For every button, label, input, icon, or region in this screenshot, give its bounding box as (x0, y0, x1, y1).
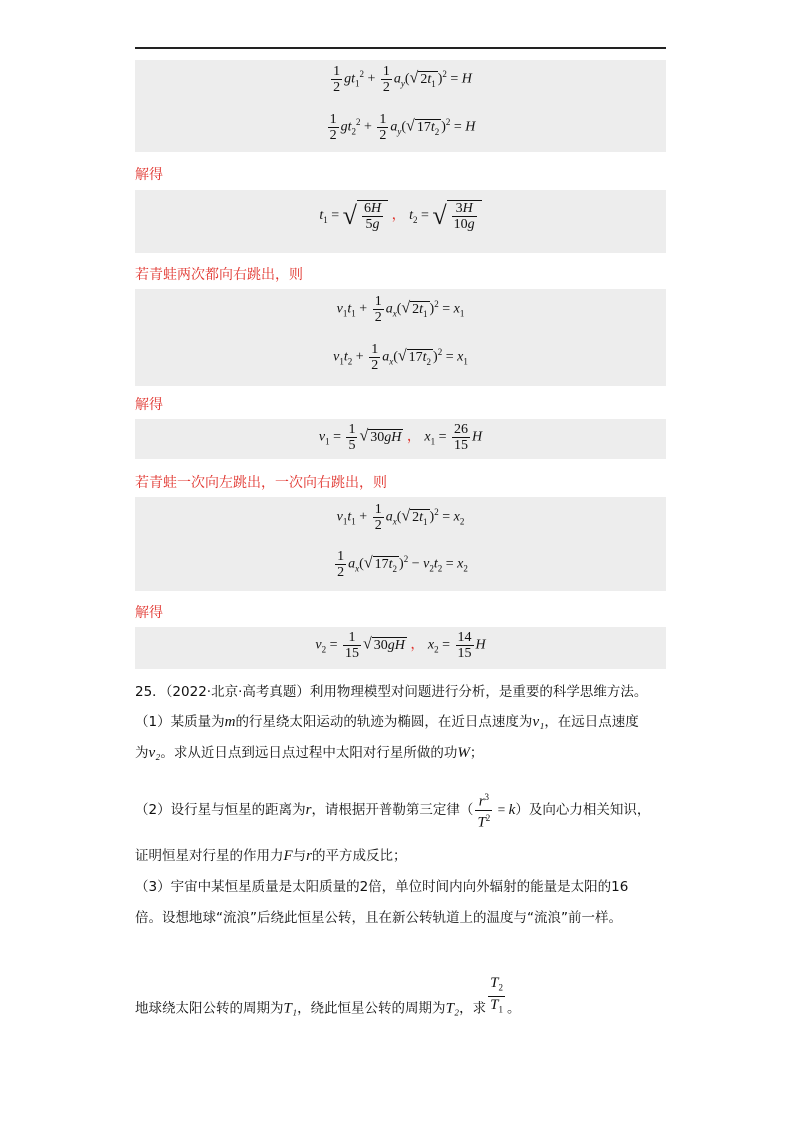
part3-text-c: ，求 (459, 1000, 487, 1017)
part1-m: m (224, 714, 236, 730)
part1-end: ； (469, 745, 484, 761)
equation-box-left-right (135, 497, 666, 591)
part2-text-d: 证明恒星对行星的作用力 (135, 848, 284, 864)
equation-right-1: $v_1t_1$ + $\frac{1}{2}$ $a_x(√$ $2t_1$ )$^2 = x_1$ (336, 294, 465, 325)
kepler-formula: $\frac{r^3}{T^2}$ (477, 792, 491, 830)
problem-part3-line1: （3）宇宙中某恒星质量是太阳质量的2倍，单位时间内向外辐射的能量是太阳的16 (135, 879, 629, 895)
label-jiede-1: 解得 (135, 167, 163, 183)
header-rule (135, 47, 666, 49)
part1-text-e: 。求从近日点到远日点过程中太阳对行星所做的功 (160, 745, 458, 761)
problem-part3-line3 (135, 975, 675, 1017)
label-one-left-one-right: 若青蛙一次向左跳出，一次向右跳出，则 (135, 475, 387, 491)
equation-left-right-2: $\frac{1}{2}$ $a_x(√$ $17t_2$ )$^2 - v_2t_2 = x_2$ (337, 549, 468, 580)
part2-text-e: 与 (292, 848, 307, 864)
problem-heading: 25．（2022·北京·高考真题）利用物理模型对问题进行分析，是重要的科学思维方法。 (135, 684, 648, 700)
problem-part3-line2: 倍。设想地球“流浪”后绕此恒星公转，且在新公转轨道上的温度与“流浪”前一样。 (135, 910, 622, 926)
part3-T1: T₁ (283, 1000, 298, 1017)
equation-vertical-1: $\frac{1}{2}$ $gt_1^2$ + $\frac{1}{2}$ $a_y(√$ $2t_1$ )$^2$ = H (333, 64, 472, 95)
problem-part1-line2 (135, 741, 675, 762)
part1-v2: v₂ (148, 745, 161, 761)
part1-text-b: 的行星绕太阳运动的轨迹为椭圆，在近日点速度为 (235, 714, 533, 730)
problem-part2-line1: （2）设行星与恒星的距离为r，请根据开普勒第三定律（ $\frac{r^3}{T^2}$ = k）及向心力相关知识， (135, 792, 651, 830)
part1-text-d: 为 (135, 745, 149, 761)
problem-part1-line1 (135, 710, 675, 731)
equation-left-right-1: $v_1t_1$ + $\frac{1}{2}$ $a_x(√$ $2t_1$ )$^2 = x_2$ (336, 502, 465, 533)
part3-text-a: 地球绕太阳公转的周期为 (135, 1000, 284, 1017)
part2-F: F (283, 848, 293, 864)
label-jiede-3: 解得 (135, 605, 163, 621)
part1-v1: v₁ (532, 714, 545, 730)
part3-T2: T₂ (445, 1000, 460, 1017)
equation-box-vertical (135, 60, 666, 152)
equation-vertical-2: $\frac{1}{2}$ $gt_2^2$ + $\frac{1}{2}$ $a_y(√$ $17t_2$ )$^2$ = H (329, 112, 476, 143)
part1-W: W (457, 745, 470, 761)
equation-right-2: $v_1t_2$ + $\frac{1}{2}$ $a_x(√$ $17t_2$ )$^2 = x_1$ (333, 342, 468, 373)
equation-v1-x1: $v_1$ = $\frac{1}{5}$ √ 30gH ， $x_1$ = $\frac{26}{15}$ H (318, 422, 483, 453)
equation-times: $t_1$ = √ $\frac{6H}{5g}$ ， $t_2$ = √ $\frac{3H}{10g}$ (135, 200, 666, 232)
equation-v2-x2: $v_2$ = $\frac{1}{15}$ √ 30gH ， $x_2$ = $\frac{14}{15}$ H (315, 630, 486, 661)
part2-text-a: （2）设行星与恒星的距离为 (135, 802, 306, 818)
label-jiede-2: 解得 (135, 397, 163, 413)
period-ratio: $\frac{T_2}{T_1}$ (490, 975, 503, 1015)
equation-box-v1 (135, 419, 666, 459)
problem-part2-line2 (135, 844, 675, 865)
part2-r2: r (306, 848, 313, 864)
part3-text-b: ，绕此恒星公转的周期为 (297, 1000, 446, 1017)
equation-box-times (135, 190, 666, 253)
part3-end: 。 (506, 1000, 521, 1017)
part1-text-c: ，在远日点速度 (544, 714, 639, 730)
part2-text-b: ，请根据开普勒第三定律（ (311, 802, 474, 818)
equation-box-v2 (135, 627, 666, 669)
part2-text-c: ）及向心力相关知识， (515, 802, 651, 818)
part2-r: r (305, 802, 312, 818)
label-both-right: 若青蛙两次都向右跳出，则 (135, 267, 303, 283)
part2-text-f: 的平方成反比； (312, 848, 407, 864)
part1-text-a: （1）某质量为 (135, 714, 225, 730)
equation-box-both-right (135, 289, 666, 386)
